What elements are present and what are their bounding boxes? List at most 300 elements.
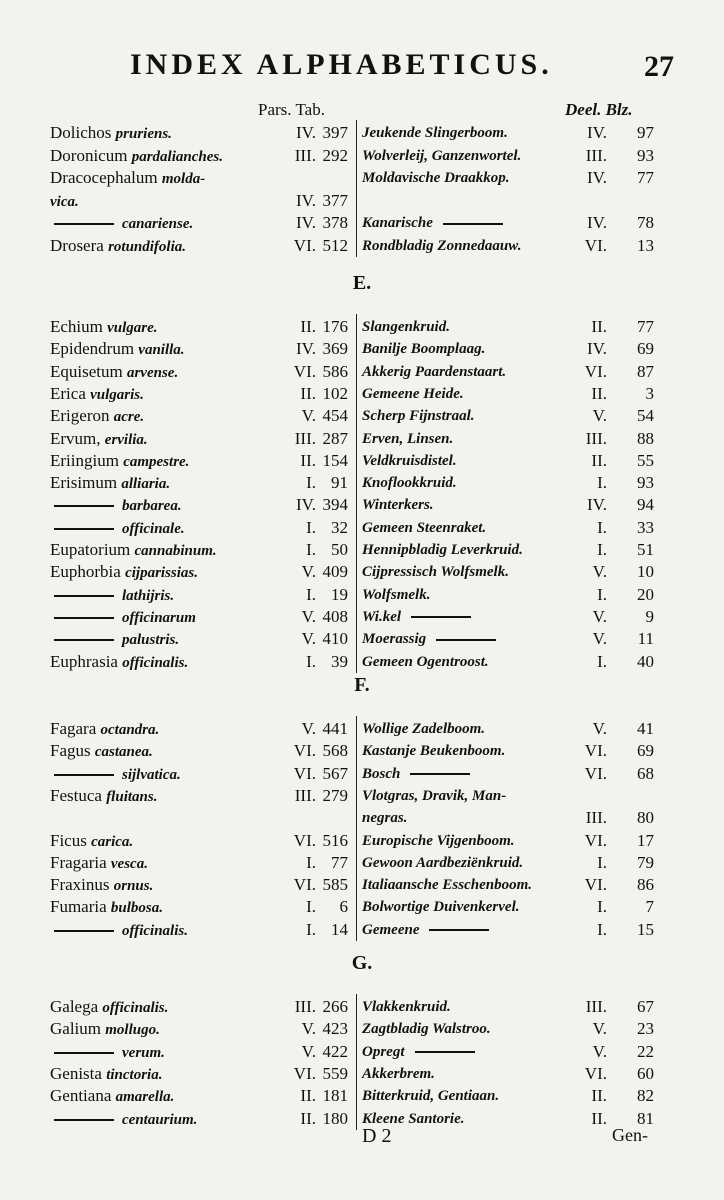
latin-name: [50, 235, 275, 258]
genus-name: Gentiana: [50, 1086, 112, 1106]
blz-value: 88: [637, 428, 654, 448]
latin-name: [50, 494, 275, 517]
tab-value: 568: [322, 741, 348, 761]
tab-value: 397: [322, 123, 348, 142]
dutch-name: [362, 561, 572, 583]
pars-value: II.: [300, 1086, 316, 1106]
dutch-name-text: Scherp Fijnstraal.: [362, 408, 475, 425]
species-name: officinalis.: [122, 654, 189, 671]
tab-value: 512: [322, 235, 348, 255]
ditto-dash: [54, 223, 114, 225]
dutch-name: [362, 472, 572, 494]
species-name: centaurium.: [122, 1111, 198, 1128]
genus-name: Eupatorium: [50, 540, 131, 559]
blz-value: 93: [637, 473, 654, 493]
ditto-dash: [54, 595, 114, 597]
blz-value: 20: [637, 584, 654, 604]
genus-name: Fumaria: [50, 897, 107, 917]
column-divider: [356, 120, 357, 257]
blz-value: 69: [637, 741, 654, 761]
latin-name: [50, 428, 275, 451]
index-row: [0, 919, 724, 941]
latin-name: [50, 361, 275, 384]
deel-value: III.: [585, 997, 607, 1016]
species-name: octandra.: [100, 722, 160, 738]
species-name: verum.: [122, 1044, 165, 1061]
blz-value: 40: [637, 651, 654, 671]
index-row: [0, 428, 724, 450]
dutch-name: [362, 316, 572, 338]
genus-name: Epidendrum: [50, 339, 135, 359]
dutch-name: [362, 606, 572, 628]
tab-value: 585: [322, 875, 348, 895]
ditto-dash: [429, 929, 489, 931]
dutch-name-text: Rondbladig Zonnedaauw.: [362, 237, 522, 254]
pars-value: IV.: [296, 213, 316, 232]
pars-value: V.: [301, 1019, 316, 1039]
latin-name: [50, 405, 275, 428]
pars-value: II.: [300, 1108, 316, 1128]
dutch-name-text: Kastanje Beukenboom.: [362, 743, 506, 760]
latin-name: [50, 628, 275, 651]
genus-name: Drosera: [50, 235, 104, 255]
deel-value: I.: [597, 473, 607, 493]
tab-value: 377: [322, 190, 348, 210]
latin-name: [50, 919, 275, 942]
index-row: [0, 494, 724, 516]
dutch-name-text: Bitterkruid, Gentiaan.: [362, 1088, 500, 1105]
species-name: ervilia.: [104, 431, 148, 448]
species-name: campestre.: [123, 453, 190, 470]
index-row: [0, 785, 724, 807]
latin-name: [50, 338, 275, 361]
dutch-name-text: Cijpressisch Wolfsmelk.: [362, 564, 509, 581]
latin-name: [50, 472, 275, 495]
dutch-name: [362, 1018, 572, 1040]
genus-name: Euphorbia: [50, 562, 121, 582]
tab-value: 180: [322, 1108, 348, 1128]
latin-name: [50, 122, 275, 145]
pars-value: VI.: [293, 235, 316, 255]
index-row: [0, 606, 724, 628]
index-row: [0, 718, 724, 740]
blz-value: 79: [637, 852, 654, 872]
dutch-name-text: Gemeene Heide.: [362, 385, 464, 402]
ditto-dash: [54, 505, 114, 507]
species-name: vulgare.: [107, 320, 158, 336]
index-row: [0, 212, 724, 234]
genus-name: Fagara: [50, 719, 97, 738]
ditto-dash: [54, 639, 114, 641]
latin-name: [50, 167, 275, 190]
dutch-name-text: Moerassig: [362, 631, 427, 648]
deel-value: IV.: [587, 123, 607, 142]
deel-value: IV.: [587, 339, 607, 359]
dutch-name: [362, 539, 572, 561]
tab-value: 369: [322, 339, 348, 359]
dutch-name-text: Knoflookkruid.: [362, 475, 457, 492]
index-row: [0, 517, 724, 539]
species-name: tinctoria.: [106, 1066, 163, 1083]
index-row: [0, 740, 724, 762]
index-row: [0, 235, 724, 257]
index-row: [0, 316, 724, 338]
index-row: [0, 651, 724, 673]
ditto-dash: [54, 1119, 114, 1121]
dutch-name-text: Moldavische Draakkop.: [362, 170, 510, 186]
latin-name: [50, 190, 275, 213]
dutch-name-text: negras.: [362, 810, 408, 827]
genus-name: Galium: [50, 1019, 101, 1039]
dutch-name: [362, 517, 572, 539]
deel-value: V.: [592, 1019, 607, 1039]
blz-value: 77: [637, 168, 654, 187]
pars-value: I.: [306, 584, 316, 604]
dutch-name-text: Europische Vijgenboom.: [362, 832, 515, 849]
blz-value: 11: [637, 629, 654, 649]
blz-value: 15: [637, 919, 654, 939]
dutch-name-text: Gemeene: [362, 921, 420, 938]
genus-name: Euphrasia: [50, 651, 118, 671]
signature-mark: D 2: [362, 1125, 392, 1147]
ditto-dash: [410, 773, 470, 775]
blz-value: 67: [637, 997, 654, 1016]
genus-name: Doronicum: [50, 145, 128, 165]
dutch-name-text: Kanarische: [362, 215, 433, 231]
tab-value: 394: [322, 495, 348, 515]
blz-value: 93: [637, 145, 654, 165]
tab-value: 14: [331, 919, 348, 939]
pars-value: II.: [300, 450, 316, 470]
species-name: cannabinum.: [134, 543, 217, 559]
index-row: [0, 874, 724, 896]
tab-value: 423: [322, 1019, 348, 1039]
dutch-name-text: Akkerbrem.: [362, 1065, 435, 1082]
ditto-dash: [54, 617, 114, 619]
blz-value: 82: [637, 1086, 654, 1106]
pars-value: V.: [301, 629, 316, 649]
blz-value: 68: [637, 763, 654, 783]
latin-name: [50, 718, 275, 741]
blz-value: 80: [637, 808, 654, 828]
latin-name: [50, 874, 275, 897]
dutch-name-text: Hennipbladig Leverkruid.: [362, 542, 523, 558]
blz-value: 23: [637, 1019, 654, 1039]
page-header: [40, 48, 684, 92]
pars-value: IV.: [296, 339, 316, 359]
pars-value: V.: [301, 719, 316, 738]
pars-value: V.: [301, 406, 316, 426]
index-row: [0, 450, 724, 472]
dutch-name: [362, 1041, 572, 1063]
deel-value: V.: [592, 406, 607, 426]
tab-value: 567: [322, 763, 348, 783]
ditto-dash: [54, 528, 114, 530]
latin-name: [50, 606, 275, 629]
dutch-name: [362, 584, 572, 606]
pars-value: V.: [301, 1041, 316, 1061]
deel-value: IV.: [587, 495, 607, 515]
species-name: bulbosa.: [110, 900, 164, 917]
dutch-name-text: Akkerig Paardenstaart.: [362, 363, 507, 380]
blz-value: 51: [637, 540, 654, 559]
deel-value: VI.: [584, 830, 607, 850]
pars-value: I.: [306, 919, 316, 939]
latin-name: [50, 561, 275, 584]
index-row: [0, 338, 724, 360]
tab-value: 441: [322, 719, 348, 738]
pars-value: VI.: [293, 763, 316, 783]
index-row: [0, 628, 724, 650]
dutch-name-text: Vlotgras, Dravik, Man-: [362, 787, 507, 804]
latin-name: [50, 852, 275, 875]
deel-value: III.: [585, 808, 607, 828]
species-name: pardalianches.: [131, 148, 223, 165]
tab-value: 91: [331, 473, 348, 493]
pars-value: V.: [301, 606, 316, 626]
dutch-name: [362, 919, 572, 941]
blz-value: 60: [637, 1063, 654, 1083]
species-name: barbarea.: [122, 498, 182, 515]
species-name: arvense.: [126, 364, 179, 381]
blz-value: 97: [637, 123, 654, 142]
pars-value: I.: [306, 852, 316, 872]
deel-value: III.: [585, 145, 607, 165]
deel-value: IV.: [587, 168, 607, 187]
blz-value: 22: [637, 1041, 654, 1061]
ditto-dash: [436, 639, 496, 641]
dutch-name: [362, 383, 572, 405]
index-row: [0, 122, 724, 144]
deel-value: II.: [591, 317, 607, 336]
index-row: [0, 561, 724, 583]
pars-value: V.: [301, 562, 316, 582]
deel-value: IV.: [587, 213, 607, 232]
tab-value: 154: [322, 450, 348, 470]
genus-name: Erisimum: [50, 473, 118, 493]
species-name: ornus.: [113, 878, 154, 895]
blz-value: 33: [637, 517, 654, 537]
dutch-name: [362, 212, 572, 234]
deel-value: II.: [591, 1086, 607, 1106]
blz-value: 86: [637, 875, 654, 895]
dutch-name-text: Wollige Zadelboom.: [362, 721, 486, 737]
index-row: [0, 763, 724, 785]
pars-value: II.: [300, 383, 316, 403]
tab-value: 586: [322, 361, 348, 381]
dutch-name-text: Jeukende Slingerboom.: [362, 125, 508, 141]
dutch-name: [362, 167, 572, 189]
dutch-name: [362, 145, 572, 167]
index-row: [0, 405, 724, 427]
ditto-dash: [411, 616, 471, 618]
latin-name: [50, 830, 275, 853]
blz-value: 69: [637, 339, 654, 359]
species-name: castanea.: [94, 744, 153, 761]
species-name: vesca.: [110, 855, 148, 872]
dutch-name-text: Banilje Boomplaag.: [362, 341, 486, 358]
latin-name: [50, 785, 275, 808]
blz-value: 81: [637, 1108, 654, 1128]
latin-name: [50, 539, 275, 562]
latin-name: [50, 316, 275, 339]
species-name: lathijris.: [122, 587, 175, 604]
latin-name: [50, 145, 275, 168]
latin-name: [50, 450, 275, 473]
tab-value: 266: [322, 997, 348, 1016]
deel-value: V.: [592, 606, 607, 626]
deel-value: I.: [597, 919, 607, 939]
pars-value: III.: [294, 145, 316, 165]
species-name: officinale.: [122, 520, 185, 537]
dutch-name: [362, 651, 572, 673]
deel-value: I.: [597, 584, 607, 604]
index-row: [0, 1018, 724, 1040]
genus-name: Fagus: [50, 741, 91, 761]
latin-name: [50, 1108, 275, 1131]
dutch-name-text: Bosch: [362, 765, 401, 782]
tab-value: 19: [331, 584, 348, 604]
tab-value: 181: [322, 1086, 348, 1106]
blz-value: 77: [637, 317, 654, 336]
dutch-name-text: Vlakkenkruid.: [362, 999, 451, 1015]
index-row: [0, 1041, 724, 1063]
species-name: sijlvatica.: [122, 766, 181, 783]
species-name: rotundifolia.: [108, 238, 186, 255]
genus-name: Genista: [50, 1063, 102, 1083]
running-title: INDEX ALPHABETICUS.: [130, 48, 553, 81]
pars-value: III.: [294, 428, 316, 448]
tab-value: 559: [322, 1063, 348, 1083]
pars-value: II.: [300, 317, 316, 336]
index-row: [0, 145, 724, 167]
dutch-name: [362, 830, 572, 852]
latin-name: [50, 896, 275, 919]
tab-value: 410: [322, 629, 348, 649]
blz-value: 17: [637, 830, 654, 850]
index-row: [0, 472, 724, 494]
latin-name: [50, 1085, 275, 1108]
dutch-name-text: Italiaansche Esschenboom.: [362, 877, 533, 894]
species-name: alliaria.: [121, 476, 171, 493]
species-name: vulgaris.: [90, 386, 144, 403]
genus-name: Dolichos: [50, 123, 112, 142]
genus-name: Festuca: [50, 785, 102, 805]
dutch-name-text: Zagtbladig Walstroo.: [362, 1021, 491, 1038]
species-name: amarella.: [115, 1089, 175, 1106]
blz-value: 9: [645, 606, 654, 626]
catchword: Gen-: [612, 1125, 648, 1145]
pars-value: VI.: [293, 830, 316, 850]
dutch-name-text: Opregt: [362, 1043, 405, 1060]
blz-value: 13: [637, 235, 654, 255]
tab-value: 77: [331, 852, 348, 872]
latin-name: [50, 740, 275, 763]
pars-value: I.: [306, 540, 316, 559]
dutch-name: [362, 852, 572, 874]
deel-value: VI.: [584, 235, 607, 255]
latin-name: [50, 383, 275, 406]
latin-name: [50, 996, 275, 1019]
column-heading-pars-tab: Pars. Tab.: [258, 100, 325, 119]
dutch-name: [362, 874, 572, 896]
genus-name: Ficus: [50, 830, 87, 850]
tab-value: 454: [322, 406, 348, 426]
section-letter: G.: [351, 952, 373, 974]
blz-value: 55: [637, 450, 654, 470]
dutch-name-text: Gewoon Aardbeziënkruid.: [362, 854, 524, 871]
species-name: officinalis.: [122, 922, 188, 939]
latin-name: [50, 212, 275, 235]
dutch-name-text: Erven, Linsen.: [362, 430, 454, 447]
dutch-name: [362, 807, 572, 829]
species-name: carica.: [91, 833, 134, 850]
pars-value: III.: [294, 997, 316, 1016]
column-divider: [356, 314, 357, 673]
dutch-name: [362, 361, 572, 383]
pars-value: VI.: [293, 1063, 316, 1083]
species-name: officinarum: [122, 609, 196, 626]
pars-value: IV.: [296, 190, 316, 210]
genus-name: Galega: [50, 997, 99, 1016]
dutch-name: [362, 740, 572, 762]
deel-value: V.: [592, 629, 607, 649]
latin-name: [50, 1041, 275, 1064]
dutch-name: [362, 1085, 572, 1107]
genus-name: Eriingium: [50, 450, 119, 470]
blz-value: 78: [637, 213, 654, 232]
pars-value: VI.: [293, 741, 316, 761]
deel-value: II.: [591, 383, 607, 403]
dutch-name: [362, 450, 572, 472]
index-row: [0, 584, 724, 606]
tab-value: 176: [322, 317, 348, 336]
index-row: [0, 896, 724, 918]
ditto-dash: [415, 1051, 475, 1053]
column-divider: [356, 994, 357, 1130]
deel-value: V.: [592, 562, 607, 582]
genus-name: Erigeron: [50, 406, 110, 426]
pars-value: IV.: [296, 123, 316, 142]
ditto-dash: [54, 1052, 114, 1054]
deel-value: VI.: [584, 361, 607, 381]
dutch-name: [362, 1108, 572, 1130]
index-row: [0, 539, 724, 561]
tab-value: 6: [339, 897, 348, 917]
blz-value: 87: [637, 361, 654, 381]
deel-value: V.: [592, 719, 607, 738]
tab-value: 516: [322, 830, 348, 850]
tab-value: 409: [322, 562, 348, 582]
dutch-name: [362, 763, 572, 785]
tab-value: 50: [331, 540, 348, 559]
pars-value: IV.: [296, 495, 316, 515]
genus-name: Echium: [50, 317, 103, 336]
species-name: acre.: [113, 409, 145, 426]
species-name: fluitans.: [106, 788, 158, 805]
index-row: [0, 1063, 724, 1085]
pars-value: VI.: [293, 361, 316, 381]
dutch-name-text: Kleene Santorie.: [362, 1110, 465, 1127]
latin-name: [50, 1063, 275, 1086]
dutch-name-text: Gemeen Ogentroost.: [362, 653, 489, 670]
deel-value: I.: [597, 517, 607, 537]
dutch-name: [362, 996, 572, 1018]
latin-name: [50, 517, 275, 540]
latin-name: [50, 763, 275, 786]
column-divider: [356, 716, 357, 941]
dutch-name-text: Gemeen Steenraket.: [362, 519, 487, 536]
